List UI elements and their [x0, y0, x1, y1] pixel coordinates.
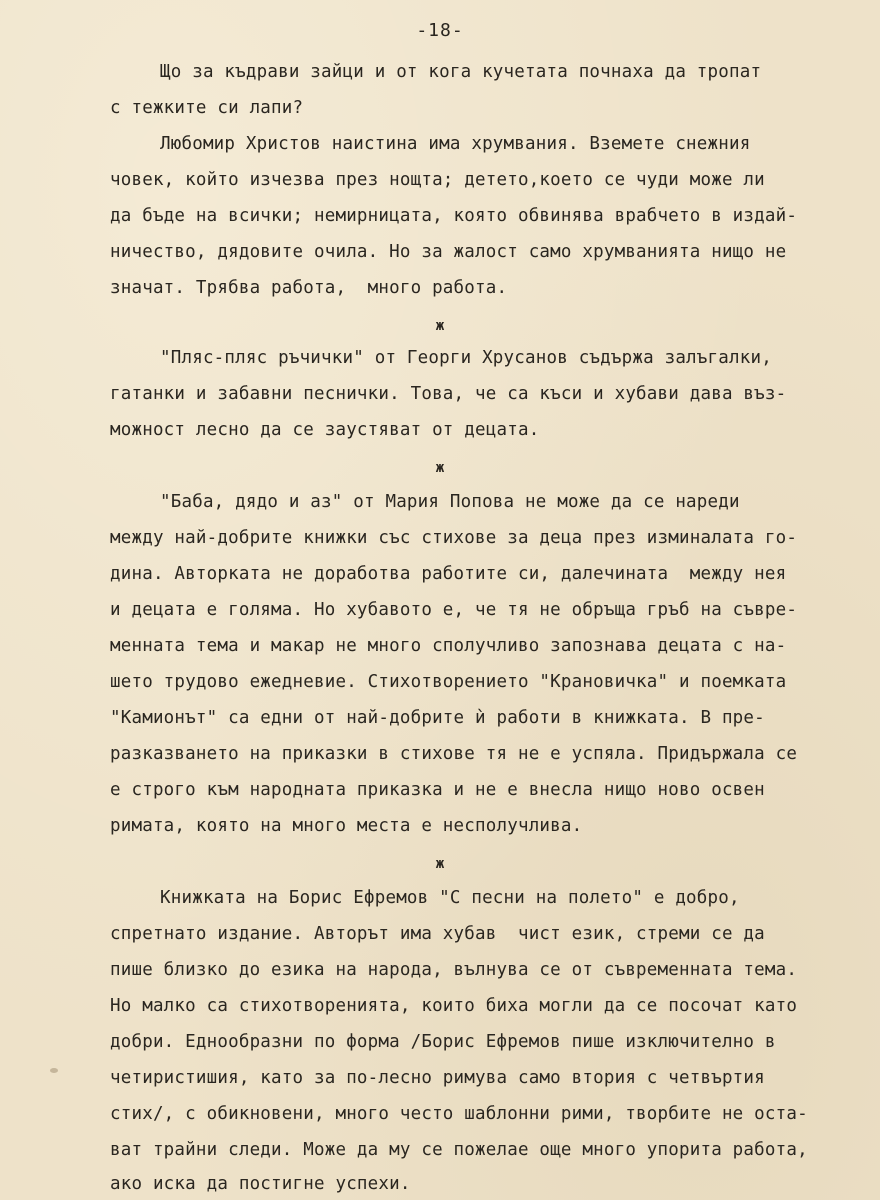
paragraph-2-line-5: значат. Трябва работа, много работа. [110, 278, 508, 298]
section-separator-2: ж [435, 460, 445, 476]
paragraph-4-line-8: разказването на приказки в стихове тя не е успяла. Придържала се [110, 744, 798, 764]
paragraph-4-line-4: и децата е голяма. Но хубавото е, че тя не обръща гръб на съвре- [110, 600, 798, 620]
paragraph-3-line-2: гатанки и забавни песнички. Това, че са къси и хубави дава въз- [110, 384, 787, 404]
paragraph-5-line-3: пише близко до езика на народа, вълнува се от съвременната тема. [110, 960, 798, 980]
paragraph-5-line-7: стих/, с обикновени, много често шаблонни рими, творбите не оста- [110, 1104, 808, 1124]
paragraph-5-line-5: добри. Еднообразни по форма /Борис Ефремов пише изключително в [110, 1032, 776, 1052]
paragraph-4-line-5: менната тема и макар не много сполучливо запознава децата с на- [110, 636, 787, 656]
paragraph-5-line-4: Но малко са стихотворенията, които биха могли да се посочат като [110, 996, 798, 1016]
page-number: -18- [416, 20, 464, 41]
paragraph-1-line-2: с тежките си лапи? [110, 98, 304, 118]
paragraph-2-line-4: ничество, дядовите очила. Но за жалост само хрумванията нищо не [110, 242, 787, 262]
paragraph-3-line-1: "Пляс-пляс ръчички" от Георги Хрусанов съдържа залъгалки, [160, 348, 772, 368]
paragraph-5-line-1: Книжката на Борис Ефремов "С песни на полето" е добро, [160, 888, 740, 908]
section-separator-1: ж [435, 318, 445, 334]
paragraph-4-line-7: "Камионът" са едни от най-добрите ѝ работи в книжката. В пре- [110, 708, 765, 728]
paragraph-5-line-2: спретнато издание. Авторът има хубав чист език, стреми се да [110, 924, 765, 944]
paragraph-2-line-1: Любомир Христов наистина има хрумвания. Вземете снежния [160, 134, 751, 154]
paragraph-4-line-2: между най-добрите книжки със стихове за деца през изминалата го- [110, 528, 798, 548]
paragraph-5-line-8: ват трайни следи. Може да му се пожелае още много упорита работа, [110, 1140, 808, 1160]
paper-speck [50, 1068, 58, 1073]
paragraph-5-line-6: четиристишия, като за по-лесно римува само втория с четвъртия [110, 1068, 765, 1088]
paragraph-4-line-10: римата, която на много места е несполучлива. [110, 816, 583, 836]
paragraph-2-line-2: човек, който изчезва през нощта; детето,което се чуди може ли [110, 170, 765, 190]
paragraph-4-line-9: е строго към народната приказка и не е внесла нищо ново освен [110, 780, 765, 800]
paragraph-4-line-3: дина. Авторката не доработва работите си, далечината между нея [110, 564, 787, 584]
paragraph-4-line-1: "Баба, дядо и аз" от Мария Попова не може да се нареди [160, 492, 740, 512]
paragraph-2-line-3: да бъде на всички; немирницата, която обвинява врабчето в издай- [110, 206, 798, 226]
paragraph-4-line-6: шето трудово ежедневие. Стихотворението "Крановичка" и поемката [110, 672, 787, 692]
paragraph-5-line-9: ако иска да постигне успехи. [110, 1174, 411, 1194]
paragraph-3-line-3: можност лесно да се заустяват от децата. [110, 420, 540, 440]
section-separator-3: ж [435, 856, 445, 872]
paragraph-1-line-1: Що за къдрави зайци и от кога кучетата почнаха да тропат [160, 62, 762, 82]
